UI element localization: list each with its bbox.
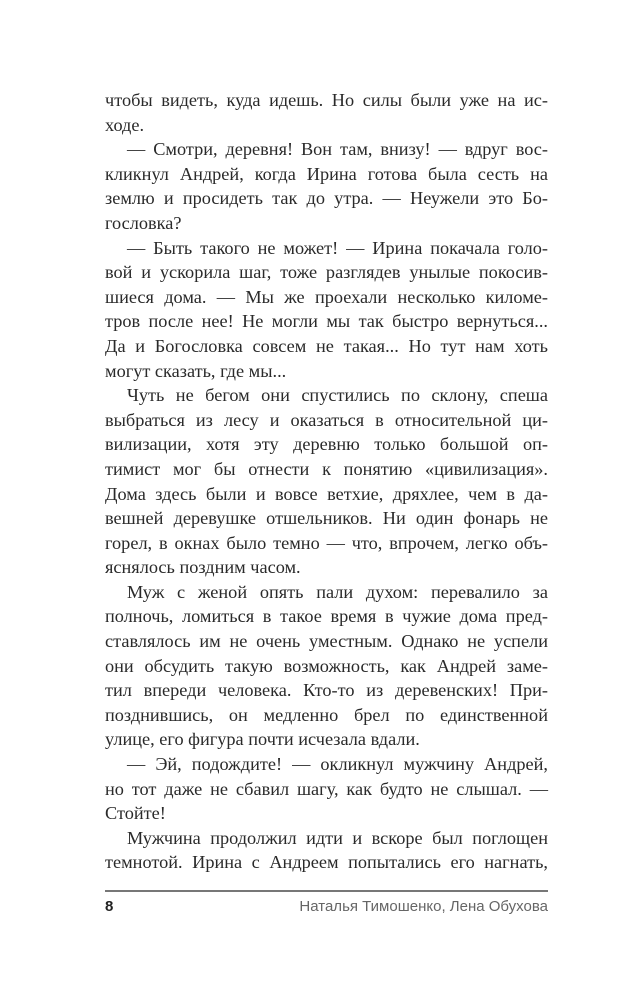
paragraph <box>105 137 548 235</box>
text-line: тров после нее! Не могли мы так быстро вернуться... <box>105 311 548 332</box>
text-line: горел, в окнах было темно — что, впрочем, легко объ- <box>105 532 548 553</box>
text-line: но тот даже не сбавил шагу, как будто не слышал. — <box>105 778 548 799</box>
text-line: ходе. <box>105 114 145 135</box>
text-line: полночь, ломиться в такое время в чужие дома пред- <box>105 606 548 627</box>
text-line: чтобы видеть, куда идешь. Но силы были уже на ис- <box>105 90 548 110</box>
text-line: кликнул Андрей, когда Ирина готова была сесть на <box>105 163 548 184</box>
text-line: позднившись, он медленно брел по единственной <box>105 704 548 725</box>
text-line: Чуть не бегом они спустились по склону, спеша <box>127 385 548 406</box>
paragraph <box>105 826 548 875</box>
footer-divider <box>105 890 548 892</box>
text-line: тимист мог бы отнести к понятию «цивилизация». <box>105 458 548 479</box>
paragraph <box>105 236 548 384</box>
paragraph <box>105 580 548 752</box>
running-footer-authors: Наталья Тимошенко, Лена Обухова <box>299 898 548 915</box>
text-line: вилизации, хотя эту деревню только большой оп- <box>105 434 548 455</box>
text-line: шиеся дома. — Мы же проехали несколько киломе- <box>105 286 548 307</box>
text-line: Стойте! <box>105 803 166 824</box>
text-line: — Смотри, деревня! Вон там, внизу! — вдруг вос- <box>127 139 548 160</box>
text-line: Муж с женой опять пали духом: перевалило за <box>127 581 548 602</box>
page-number: 8 <box>105 898 114 915</box>
text-line: тил впереди человека. Кто-то из деревенских! При- <box>105 680 548 701</box>
text-line: Мужчина продолжил идти и вскоре был поглощен <box>127 827 548 848</box>
paragraph <box>105 88 548 137</box>
text-line: улице, его фигура почти исчезала вдали. <box>105 729 420 750</box>
text-line: яснялось поздним часом. <box>105 557 301 578</box>
text-line: темнотой. Ирина с Андреем попытались его нагнать, <box>105 852 548 873</box>
text-line: ставлялось им не очень уместным. Однако не успели <box>105 631 548 652</box>
text-line: вешней деревушке отшельников. Ни один фонарь не <box>105 508 548 529</box>
text-line: они обсудить такую возможность, как Андрей заме- <box>105 655 548 676</box>
text-line: выбраться из лесу и оказаться в относительной ци- <box>105 409 548 430</box>
text-line: — Эй, подождите! — окликнул мужчину Андрей, <box>127 754 548 775</box>
paragraph <box>105 752 548 826</box>
text-line: Да и Богословка совсем не такая... Но тут нам хоть <box>105 335 548 356</box>
text-line: Дома здесь были и вовсе ветхие, дряхлее, чем в да- <box>105 483 548 504</box>
text-line: гословка? <box>105 212 182 233</box>
text-line: землю и просидеть так до утра. — Неужели это Бо- <box>105 188 548 209</box>
text-line: могут сказать, где мы... <box>105 360 287 381</box>
text-line: вой и ускорила шаг, тоже разглядев унылые покосив- <box>105 262 548 283</box>
paragraph <box>105 383 548 580</box>
text-line: — Быть такого не может! — Ирина покачала голо- <box>127 237 548 258</box>
body-text <box>105 88 548 875</box>
